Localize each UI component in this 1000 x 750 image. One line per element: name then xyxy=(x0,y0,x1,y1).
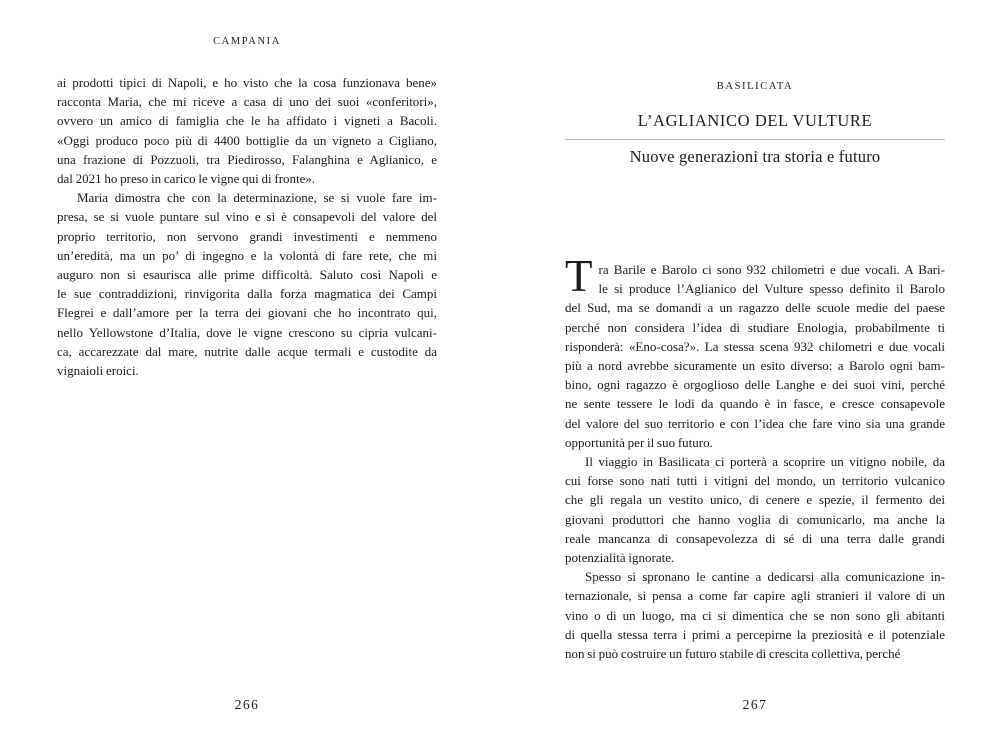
body-text-left xyxy=(57,73,437,380)
paragraph xyxy=(57,188,437,380)
text-line: del valore del suo territorio e con l’idea che fare vino sia una grande xyxy=(565,415,945,431)
text-line: dal 2021 ho preso in carico le vigne qui di fronte». xyxy=(57,171,316,187)
text-line: reale mancanza di consapevolezza di sé di una terra dalle grandi xyxy=(565,530,945,546)
text-line: bino, ogni ragazzo è orgoglioso delle Langhe e dei suoi vini, perché xyxy=(565,377,945,393)
paragraph xyxy=(57,73,437,188)
text-line: nello Yellowstone d’Italia, dove le vigne crescono su cipria vulcani- xyxy=(57,324,437,340)
text-line: di quella stessa terra i primi a percepirne la preziosità e il potenziale xyxy=(565,626,945,642)
text-line: ai prodotti tipici di Napoli, e ho visto che la cosa funzionava bene» xyxy=(57,75,437,90)
page-left xyxy=(57,0,437,750)
body-text-right xyxy=(565,251,945,663)
text-line: Flegrei e dall’amore per la terra dei giovani che ho incontrato qui, xyxy=(57,305,437,321)
text-line: racconta Maria, che mi riceve a casa di uno dei suoi «conferitori», xyxy=(57,94,437,110)
text-line: «Oggi produco poco più di 4400 bottiglie da un vigneto a Cigliano, xyxy=(57,132,437,148)
text-line: più a nord avrebbe sicuramente un esito diverso: a Barolo ogni bam- xyxy=(565,358,945,374)
text-line: giovani produttori che hanno voglia di comunicarlo, ma anche la xyxy=(565,511,945,527)
chapter-title: L’AGLIANICO DEL VULTURE xyxy=(637,111,873,130)
text-line: ca, accarezzate dal mare, nutrite dalle acque termali e custodite da xyxy=(57,343,437,359)
text-line: presa, se si vuole puntare sul vino e si è consapevoli del valore del xyxy=(57,209,437,225)
text-line: auguro non si esaurisca alle prime difficoltà. Saluto così Napoli e xyxy=(57,267,437,283)
text-line: una frazione di Pozzuoli, tra Piedirosso, Falanghina e Aglianico, e xyxy=(57,151,437,167)
text-line: Il viaggio in Basilicata ci porterà a scoprire un vitigno nobile, da xyxy=(585,454,945,470)
text-line: le sue contraddizioni, rinvigorita dalla forza magmatica dei Campi xyxy=(57,286,437,302)
text-line: Maria dimostra che con la determinazione, se si vuole fare im- xyxy=(77,190,437,206)
text-line: ne sente tessere le lodi da quando è in fasce, e cresce consapevole xyxy=(565,396,945,412)
page-number-right: 267 xyxy=(742,697,768,712)
paragraph xyxy=(565,567,945,663)
paragraph xyxy=(565,251,945,452)
text-line: vignaioli eroici. xyxy=(57,363,139,379)
text-line: che gli regala un vestito unico, di cenere e spezie, il fermento dei xyxy=(565,492,945,508)
text-line: le si produce l’Aglianico del Vulture spesso definito il Barolo xyxy=(598,281,945,297)
text-line: vino o di un luogo, ma ci si dimentica che se non sono gli abitanti xyxy=(565,607,945,623)
text-line: risponderà: «Eno-cosa?». La stessa scena 932 chilometri e due vocali xyxy=(565,338,945,354)
text-line: opportunità per il suo futuro. xyxy=(565,434,713,450)
text-line: perché non considera l’idea di studiare Enologia, probabilmente ti xyxy=(565,319,945,335)
text-line: un’eredità, ma un po’ di ingegno e la volontà di fare rete, che mi xyxy=(57,247,437,263)
title-rule xyxy=(565,139,945,140)
text-line: non si può costruire un futuro stabile di crescita collettiva, perché xyxy=(565,646,901,662)
running-head-left: CAMPANIA xyxy=(213,36,281,47)
page-number-left: 266 xyxy=(234,697,260,712)
text-line: potenzialità ignorate. xyxy=(565,550,675,566)
drop-cap: T xyxy=(565,251,593,301)
running-head-right: BASILICATA xyxy=(716,81,794,92)
text-line: Spesso si spronano le cantine a dedicarsi alla comunicazione in- xyxy=(585,569,945,585)
chapter-subtitle: Nuove generazioni tra storia e futuro xyxy=(629,147,881,166)
text-line: ternazionale, si pensa a come far capire agli stranieri il valore di un xyxy=(565,588,945,604)
text-line: ra Barile e Barolo ci sono 932 chilometri e due vocali. A Bari- xyxy=(598,262,945,277)
text-line: proprio territorio, non servono grandi investimenti e nemmeno xyxy=(57,228,437,244)
page-right xyxy=(565,0,945,750)
paragraph xyxy=(565,452,945,567)
text-line: cui forse sono nati tutti i vitigni del mondo, un territorio vulcanico xyxy=(565,473,945,489)
text-line: del Sud, ma se domandi a un ragazzo delle scuole medie del paese xyxy=(565,300,945,316)
text-line: ovvero un amico di famiglia che le ha affidato i vigneti a Bacoli. xyxy=(57,113,437,129)
